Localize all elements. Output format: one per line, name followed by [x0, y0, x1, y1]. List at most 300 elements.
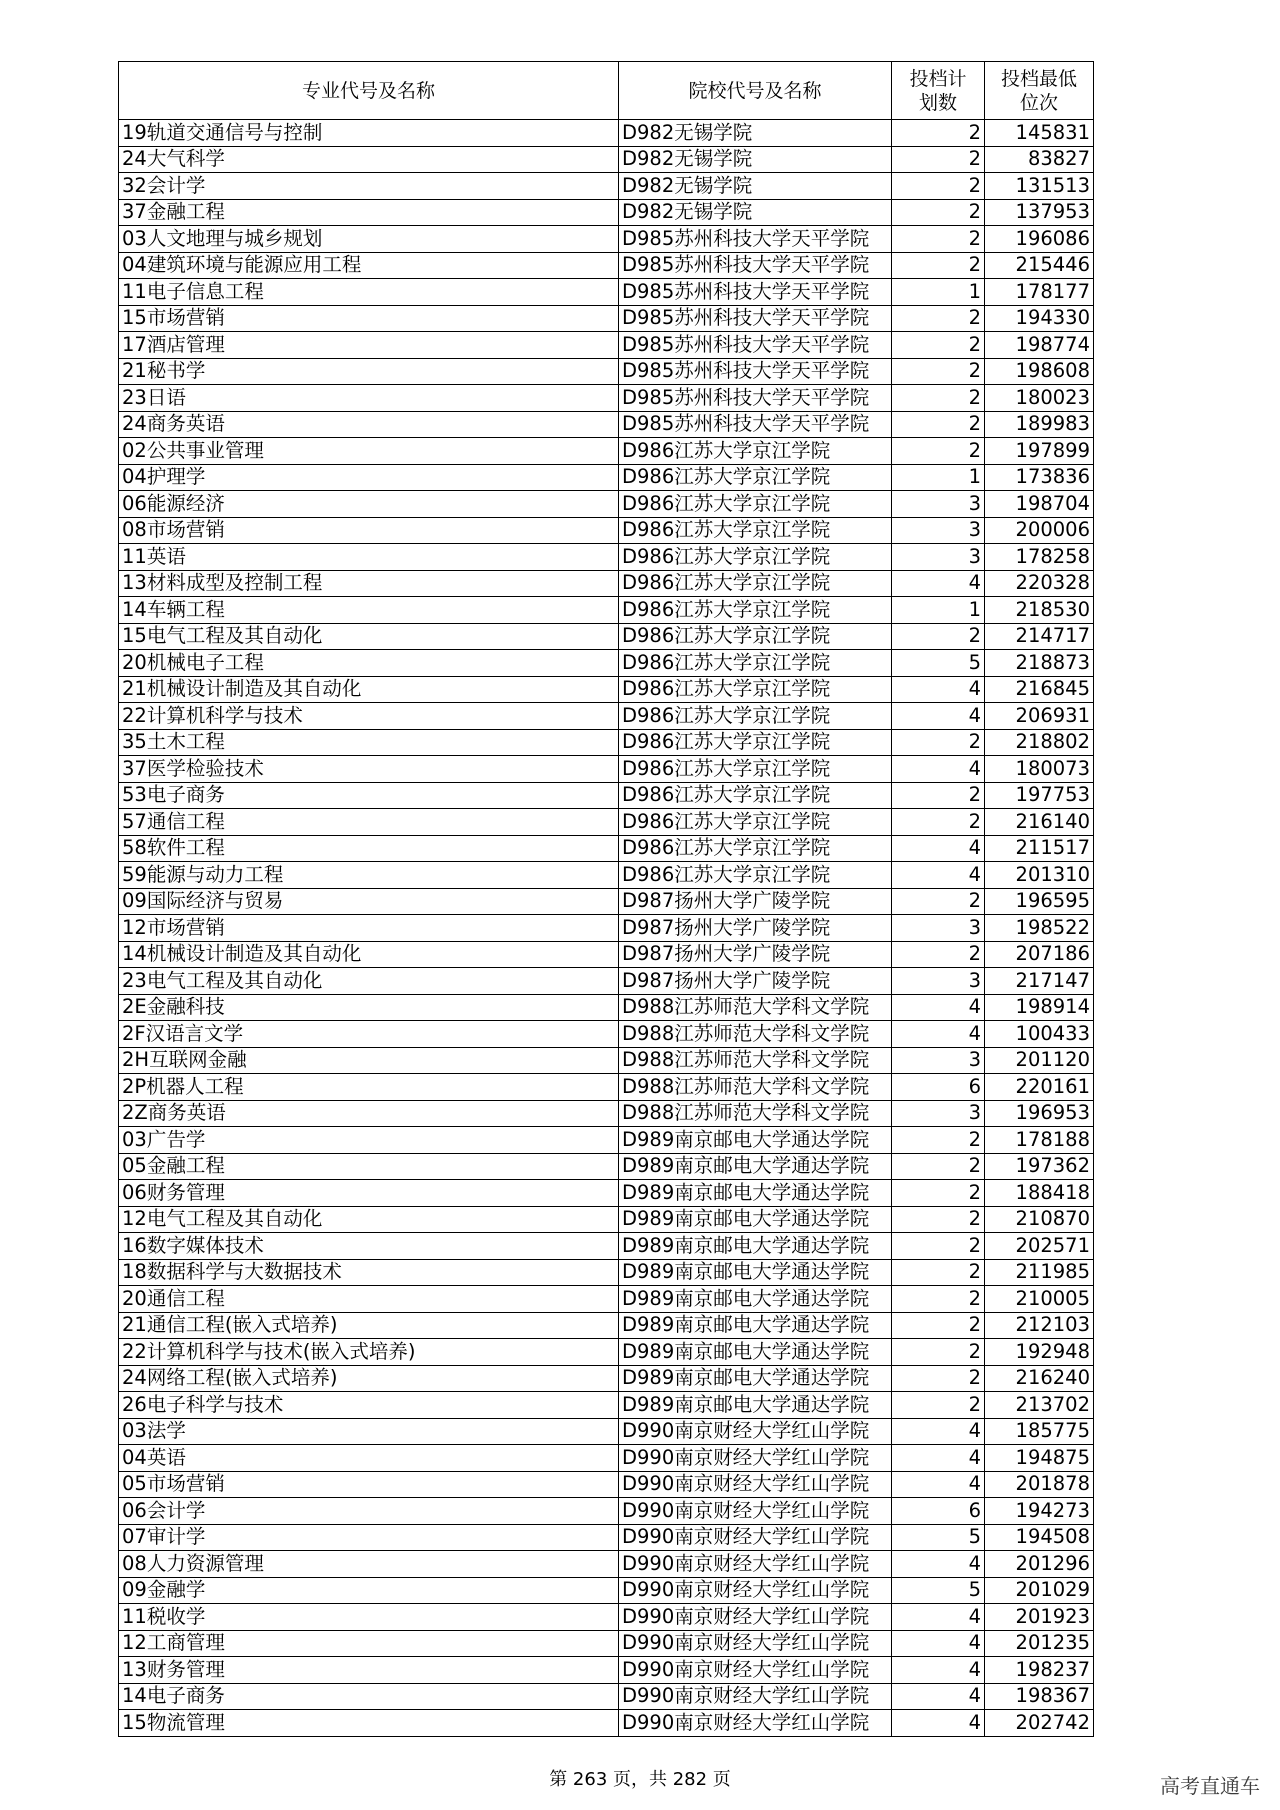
- major-cell: 21机械设计制造及其自动化: [119, 676, 619, 703]
- major-cell: 03人文地理与城乡规划: [119, 226, 619, 253]
- plan-count-cell: 2: [892, 782, 985, 809]
- major-cell: 20机械电子工程: [119, 650, 619, 677]
- plan-count-cell: 2: [892, 729, 985, 756]
- school-cell: D990南京财经大学红山学院: [619, 1683, 892, 1710]
- plan-count-cell: 4: [892, 1418, 985, 1445]
- plan-count-cell: 2: [892, 1233, 985, 1260]
- school-cell: D987扬州大学广陵学院: [619, 888, 892, 915]
- min-rank-cell: 201120: [985, 1047, 1094, 1074]
- table-row: [119, 835, 1094, 862]
- school-cell: D986江苏大学京江学院: [619, 438, 892, 465]
- major-cell: 14电子商务: [119, 1683, 619, 1710]
- school-cell: D982无锡学院: [619, 173, 892, 200]
- plan-count-cell: 2: [892, 305, 985, 332]
- major-cell: 07审计学: [119, 1524, 619, 1551]
- plan-count-cell: 2: [892, 1339, 985, 1366]
- min-rank-cell: 189983: [985, 411, 1094, 438]
- table-row: [119, 1312, 1094, 1339]
- school-cell: D985苏州科技大学天平学院: [619, 279, 892, 306]
- plan-count-cell: 2: [892, 332, 985, 359]
- table-row: [119, 1577, 1094, 1604]
- major-cell: 06能源经济: [119, 491, 619, 518]
- min-rank-cell: 215446: [985, 252, 1094, 279]
- table-row: [119, 862, 1094, 889]
- school-cell: D989南京邮电大学通达学院: [619, 1127, 892, 1154]
- table-row: [119, 1233, 1094, 1260]
- plan-count-cell: 1: [892, 279, 985, 306]
- school-cell: D989南京邮电大学通达学院: [619, 1339, 892, 1366]
- major-cell: 23日语: [119, 385, 619, 412]
- plan-count-cell: 5: [892, 650, 985, 677]
- major-cell: 22计算机科学与技术(嵌入式培养): [119, 1339, 619, 1366]
- min-rank-cell: 201310: [985, 862, 1094, 889]
- min-rank-cell: 218802: [985, 729, 1094, 756]
- table-row: [119, 173, 1094, 200]
- plan-count-cell: 2: [892, 1365, 985, 1392]
- major-cell: 32会计学: [119, 173, 619, 200]
- table-row: [119, 597, 1094, 624]
- table-row: [119, 1339, 1094, 1366]
- major-cell: 19轨道交通信号与控制: [119, 120, 619, 147]
- table-row: [119, 1153, 1094, 1180]
- table-row: [119, 517, 1094, 544]
- min-rank-cell: 216240: [985, 1365, 1094, 1392]
- school-cell: D986江苏大学京江学院: [619, 491, 892, 518]
- major-cell: 24大气科学: [119, 146, 619, 173]
- major-cell: 35土木工程: [119, 729, 619, 756]
- plan-count-cell: 4: [892, 570, 985, 597]
- major-cell: 21秘书学: [119, 358, 619, 385]
- page-footer: 第 263 页，共 282 页: [549, 1769, 731, 1790]
- major-cell: 11税收学: [119, 1604, 619, 1631]
- major-cell: 2F汉语言文学: [119, 1021, 619, 1048]
- table-row: [119, 809, 1094, 836]
- plan-count-cell: 4: [892, 676, 985, 703]
- major-cell: 21通信工程(嵌入式培养): [119, 1312, 619, 1339]
- min-rank-cell: 217147: [985, 968, 1094, 995]
- table-row: [119, 729, 1094, 756]
- major-cell: 20通信工程: [119, 1286, 619, 1313]
- school-cell: D988江苏师范大学科文学院: [619, 1021, 892, 1048]
- table-row: [119, 1551, 1094, 1578]
- plan-count-cell: 4: [892, 1445, 985, 1472]
- header-plan-count: 投档计 划数: [892, 62, 985, 120]
- school-cell: D985苏州科技大学天平学院: [619, 252, 892, 279]
- min-rank-cell: 137953: [985, 199, 1094, 226]
- table-row: [119, 1365, 1094, 1392]
- school-cell: D990南京财经大学红山学院: [619, 1471, 892, 1498]
- major-cell: 16数字媒体技术: [119, 1233, 619, 1260]
- plan-count-cell: 2: [892, 1259, 985, 1286]
- school-cell: D989南京邮电大学通达学院: [619, 1180, 892, 1207]
- school-cell: D989南京邮电大学通达学院: [619, 1392, 892, 1419]
- min-rank-cell: 220161: [985, 1074, 1094, 1101]
- plan-count-cell: 2: [892, 623, 985, 650]
- school-cell: D990南京财经大学红山学院: [619, 1657, 892, 1684]
- min-rank-cell: 201235: [985, 1630, 1094, 1657]
- table-row: [119, 1100, 1094, 1127]
- plan-count-cell: 2: [892, 1286, 985, 1313]
- major-cell: 58软件工程: [119, 835, 619, 862]
- min-rank-cell: 202571: [985, 1233, 1094, 1260]
- school-cell: D986江苏大学京江学院: [619, 517, 892, 544]
- min-rank-cell: 145831: [985, 120, 1094, 147]
- table-row: [119, 464, 1094, 491]
- plan-count-cell: 2: [892, 358, 985, 385]
- min-rank-cell: 213702: [985, 1392, 1094, 1419]
- min-rank-cell: 198367: [985, 1683, 1094, 1710]
- plan-count-cell: 1: [892, 597, 985, 624]
- school-cell: D986江苏大学京江学院: [619, 650, 892, 677]
- min-rank-cell: 83827: [985, 146, 1094, 173]
- major-cell: 53电子商务: [119, 782, 619, 809]
- school-cell: D986江苏大学京江学院: [619, 703, 892, 730]
- min-rank-cell: 198914: [985, 994, 1094, 1021]
- school-cell: D990南京财经大学红山学院: [619, 1710, 892, 1737]
- school-cell: D985苏州科技大学天平学院: [619, 226, 892, 253]
- plan-count-cell: 4: [892, 756, 985, 783]
- table-row: [119, 676, 1094, 703]
- min-rank-cell: 178258: [985, 544, 1094, 571]
- table-row: [119, 968, 1094, 995]
- school-cell: D986江苏大学京江学院: [619, 544, 892, 571]
- major-cell: 12工商管理: [119, 1630, 619, 1657]
- min-rank-cell: 178188: [985, 1127, 1094, 1154]
- min-rank-cell: 202742: [985, 1710, 1094, 1737]
- table-row: [119, 226, 1094, 253]
- table-row: [119, 305, 1094, 332]
- plan-count-cell: 4: [892, 1021, 985, 1048]
- table-row: [119, 1683, 1094, 1710]
- plan-count-cell: 4: [892, 862, 985, 889]
- min-rank-cell: 198704: [985, 491, 1094, 518]
- major-cell: 18数据科学与大数据技术: [119, 1259, 619, 1286]
- min-rank-cell: 194875: [985, 1445, 1094, 1472]
- major-cell: 04英语: [119, 1445, 619, 1472]
- major-cell: 15物流管理: [119, 1710, 619, 1737]
- major-cell: 13财务管理: [119, 1657, 619, 1684]
- major-cell: 13材料成型及控制工程: [119, 570, 619, 597]
- plan-count-cell: 4: [892, 1657, 985, 1684]
- plan-count-cell: 4: [892, 994, 985, 1021]
- table-row: [119, 1418, 1094, 1445]
- school-cell: D990南京财经大学红山学院: [619, 1630, 892, 1657]
- major-cell: 2Z商务英语: [119, 1100, 619, 1127]
- major-cell: 12市场营销: [119, 915, 619, 942]
- table-row: [119, 385, 1094, 412]
- major-cell: 15电气工程及其自动化: [119, 623, 619, 650]
- min-rank-cell: 201296: [985, 1551, 1094, 1578]
- min-rank-cell: 180073: [985, 756, 1094, 783]
- school-cell: D986江苏大学京江学院: [619, 862, 892, 889]
- plan-count-cell: 4: [892, 1551, 985, 1578]
- major-cell: 37金融工程: [119, 199, 619, 226]
- major-cell: 2E金融科技: [119, 994, 619, 1021]
- school-cell: D989南京邮电大学通达学院: [619, 1259, 892, 1286]
- min-rank-cell: 210005: [985, 1286, 1094, 1313]
- plan-count-cell: 3: [892, 968, 985, 995]
- table-header-row: [119, 62, 1094, 120]
- min-rank-cell: 200006: [985, 517, 1094, 544]
- school-cell: D986江苏大学京江学院: [619, 676, 892, 703]
- school-cell: D990南京财经大学红山学院: [619, 1498, 892, 1525]
- table-row: [119, 1021, 1094, 1048]
- header-school: 院校代号及名称: [619, 62, 892, 120]
- plan-count-cell: 2: [892, 809, 985, 836]
- school-cell: D987扬州大学广陵学院: [619, 941, 892, 968]
- school-cell: D985苏州科技大学天平学院: [619, 332, 892, 359]
- min-rank-cell: 196086: [985, 226, 1094, 253]
- table-row: [119, 1127, 1094, 1154]
- school-cell: D989南京邮电大学通达学院: [619, 1286, 892, 1313]
- school-cell: D985苏州科技大学天平学院: [619, 385, 892, 412]
- major-cell: 04建筑环境与能源应用工程: [119, 252, 619, 279]
- major-cell: 03广告学: [119, 1127, 619, 1154]
- min-rank-cell: 211517: [985, 835, 1094, 862]
- min-rank-cell: 194273: [985, 1498, 1094, 1525]
- plan-count-cell: 2: [892, 385, 985, 412]
- min-rank-cell: 218530: [985, 597, 1094, 624]
- header-min-rank: 投档最低 位次: [985, 62, 1094, 120]
- plan-count-cell: 6: [892, 1498, 985, 1525]
- major-cell: 08人力资源管理: [119, 1551, 619, 1578]
- plan-count-cell: 2: [892, 173, 985, 200]
- table-row: [119, 888, 1094, 915]
- table-row: [119, 1180, 1094, 1207]
- min-rank-cell: 188418: [985, 1180, 1094, 1207]
- min-rank-cell: 198522: [985, 915, 1094, 942]
- school-cell: D988江苏师范大学科文学院: [619, 1047, 892, 1074]
- major-cell: 24网络工程(嵌入式培养): [119, 1365, 619, 1392]
- school-cell: D990南京财经大学红山学院: [619, 1524, 892, 1551]
- min-rank-cell: 196595: [985, 888, 1094, 915]
- school-cell: D990南京财经大学红山学院: [619, 1445, 892, 1472]
- table-row: [119, 438, 1094, 465]
- min-rank-cell: 178177: [985, 279, 1094, 306]
- table-row: [119, 994, 1094, 1021]
- table-row: [119, 1630, 1094, 1657]
- major-cell: 06会计学: [119, 1498, 619, 1525]
- table-row: [119, 941, 1094, 968]
- school-cell: D986江苏大学京江学院: [619, 623, 892, 650]
- major-cell: 12电气工程及其自动化: [119, 1206, 619, 1233]
- watermark: 高考直通车: [1160, 1774, 1260, 1798]
- school-cell: D989南京邮电大学通达学院: [619, 1153, 892, 1180]
- school-cell: D986江苏大学京江学院: [619, 756, 892, 783]
- plan-count-cell: 2: [892, 120, 985, 147]
- plan-count-cell: 2: [892, 941, 985, 968]
- major-cell: 24商务英语: [119, 411, 619, 438]
- min-rank-cell: 131513: [985, 173, 1094, 200]
- min-rank-cell: 197899: [985, 438, 1094, 465]
- school-cell: D982无锡学院: [619, 146, 892, 173]
- table-row: [119, 411, 1094, 438]
- min-rank-cell: 196953: [985, 1100, 1094, 1127]
- table-row: [119, 1259, 1094, 1286]
- school-cell: D989南京邮电大学通达学院: [619, 1312, 892, 1339]
- plan-count-cell: 2: [892, 1153, 985, 1180]
- table-row: [119, 1445, 1094, 1472]
- school-cell: D990南京财经大学红山学院: [619, 1604, 892, 1631]
- school-cell: D990南京财经大学红山学院: [619, 1577, 892, 1604]
- major-cell: 02公共事业管理: [119, 438, 619, 465]
- school-cell: D989南京邮电大学通达学院: [619, 1365, 892, 1392]
- min-rank-cell: 185775: [985, 1418, 1094, 1445]
- table-row: [119, 491, 1094, 518]
- table-row: [119, 650, 1094, 677]
- plan-count-cell: 2: [892, 1392, 985, 1419]
- major-cell: 05金融工程: [119, 1153, 619, 1180]
- major-cell: 14机械设计制造及其自动化: [119, 941, 619, 968]
- school-cell: D990南京财经大学红山学院: [619, 1418, 892, 1445]
- table-row: [119, 1471, 1094, 1498]
- table-row: [119, 146, 1094, 173]
- plan-count-cell: 2: [892, 1127, 985, 1154]
- min-rank-cell: 194508: [985, 1524, 1094, 1551]
- table-row: [119, 1206, 1094, 1233]
- min-rank-cell: 220328: [985, 570, 1094, 597]
- major-cell: 09国际经济与贸易: [119, 888, 619, 915]
- major-cell: 09金融学: [119, 1577, 619, 1604]
- major-cell: 23电气工程及其自动化: [119, 968, 619, 995]
- table-row: [119, 544, 1094, 571]
- min-rank-cell: 194330: [985, 305, 1094, 332]
- min-rank-cell: 206931: [985, 703, 1094, 730]
- table-row: [119, 570, 1094, 597]
- school-cell: D988江苏师范大学科文学院: [619, 1100, 892, 1127]
- school-cell: D986江苏大学京江学院: [619, 782, 892, 809]
- min-rank-cell: 197362: [985, 1153, 1094, 1180]
- major-cell: 11电子信息工程: [119, 279, 619, 306]
- table-row: [119, 358, 1094, 385]
- major-cell: 15市场营销: [119, 305, 619, 332]
- min-rank-cell: 198608: [985, 358, 1094, 385]
- min-rank-cell: 211985: [985, 1259, 1094, 1286]
- plan-count-cell: 2: [892, 252, 985, 279]
- table-row: [119, 332, 1094, 359]
- major-cell: 2P机器人工程: [119, 1074, 619, 1101]
- major-cell: 06财务管理: [119, 1180, 619, 1207]
- min-rank-cell: 173836: [985, 464, 1094, 491]
- min-rank-cell: 218873: [985, 650, 1094, 677]
- plan-count-cell: 3: [892, 1100, 985, 1127]
- major-cell: 2H互联网金融: [119, 1047, 619, 1074]
- school-cell: D985苏州科技大学天平学院: [619, 305, 892, 332]
- plan-count-cell: 2: [892, 888, 985, 915]
- plan-count-cell: 2: [892, 1206, 985, 1233]
- min-rank-cell: 192948: [985, 1339, 1094, 1366]
- admission-table: [118, 61, 1094, 1737]
- min-rank-cell: 216845: [985, 676, 1094, 703]
- table-row: [119, 1074, 1094, 1101]
- plan-count-cell: 2: [892, 1312, 985, 1339]
- school-cell: D989南京邮电大学通达学院: [619, 1206, 892, 1233]
- table-row: [119, 199, 1094, 226]
- plan-count-cell: 1: [892, 464, 985, 491]
- plan-count-cell: 4: [892, 703, 985, 730]
- major-cell: 14车辆工程: [119, 597, 619, 624]
- min-rank-cell: 216140: [985, 809, 1094, 836]
- plan-count-cell: 6: [892, 1074, 985, 1101]
- school-cell: D988江苏师范大学科文学院: [619, 994, 892, 1021]
- min-rank-cell: 180023: [985, 385, 1094, 412]
- school-cell: D986江苏大学京江学院: [619, 464, 892, 491]
- min-rank-cell: 198237: [985, 1657, 1094, 1684]
- plan-count-cell: 4: [892, 1683, 985, 1710]
- min-rank-cell: 210870: [985, 1206, 1094, 1233]
- plan-count-cell: 4: [892, 1604, 985, 1631]
- major-cell: 17酒店管理: [119, 332, 619, 359]
- school-cell: D982无锡学院: [619, 120, 892, 147]
- min-rank-cell: 201029: [985, 1577, 1094, 1604]
- major-cell: 37医学检验技术: [119, 756, 619, 783]
- school-cell: D990南京财经大学红山学院: [619, 1551, 892, 1578]
- table-row: [119, 1604, 1094, 1631]
- table-row: [119, 1710, 1094, 1737]
- school-cell: D986江苏大学京江学院: [619, 835, 892, 862]
- min-rank-cell: 214717: [985, 623, 1094, 650]
- major-cell: 59能源与动力工程: [119, 862, 619, 889]
- plan-count-cell: 2: [892, 226, 985, 253]
- school-cell: D982无锡学院: [619, 199, 892, 226]
- major-cell: 05市场营销: [119, 1471, 619, 1498]
- table-row: [119, 623, 1094, 650]
- plan-count-cell: 3: [892, 491, 985, 518]
- min-rank-cell: 201878: [985, 1471, 1094, 1498]
- major-cell: 57通信工程: [119, 809, 619, 836]
- table-row: [119, 1047, 1094, 1074]
- table-row: [119, 1392, 1094, 1419]
- table-row: [119, 279, 1094, 306]
- table-row: [119, 120, 1094, 147]
- header-major: 专业代号及名称: [119, 62, 619, 120]
- major-cell: 22计算机科学与技术: [119, 703, 619, 730]
- min-rank-cell: 212103: [985, 1312, 1094, 1339]
- major-cell: 03法学: [119, 1418, 619, 1445]
- plan-count-cell: 4: [892, 1471, 985, 1498]
- plan-count-cell: 5: [892, 1524, 985, 1551]
- table-row: [119, 1286, 1094, 1313]
- min-rank-cell: 207186: [985, 941, 1094, 968]
- major-cell: 11英语: [119, 544, 619, 571]
- school-cell: D986江苏大学京江学院: [619, 597, 892, 624]
- table-row: [119, 1524, 1094, 1551]
- plan-count-cell: 3: [892, 544, 985, 571]
- table-row: [119, 1657, 1094, 1684]
- plan-count-cell: 2: [892, 146, 985, 173]
- plan-count-cell: 4: [892, 1710, 985, 1737]
- school-cell: D988江苏师范大学科文学院: [619, 1074, 892, 1101]
- min-rank-cell: 100433: [985, 1021, 1094, 1048]
- table-row: [119, 703, 1094, 730]
- plan-count-cell: 3: [892, 915, 985, 942]
- plan-count-cell: 5: [892, 1577, 985, 1604]
- table-row: [119, 756, 1094, 783]
- table-row: [119, 782, 1094, 809]
- major-cell: 08市场营销: [119, 517, 619, 544]
- min-rank-cell: 197753: [985, 782, 1094, 809]
- min-rank-cell: 198774: [985, 332, 1094, 359]
- school-cell: D987扬州大学广陵学院: [619, 915, 892, 942]
- major-cell: 26电子科学与技术: [119, 1392, 619, 1419]
- plan-count-cell: 4: [892, 835, 985, 862]
- school-cell: D987扬州大学广陵学院: [619, 968, 892, 995]
- plan-count-cell: 2: [892, 411, 985, 438]
- school-cell: D985苏州科技大学天平学院: [619, 358, 892, 385]
- plan-count-cell: 4: [892, 1630, 985, 1657]
- school-cell: D986江苏大学京江学院: [619, 570, 892, 597]
- plan-count-cell: 2: [892, 199, 985, 226]
